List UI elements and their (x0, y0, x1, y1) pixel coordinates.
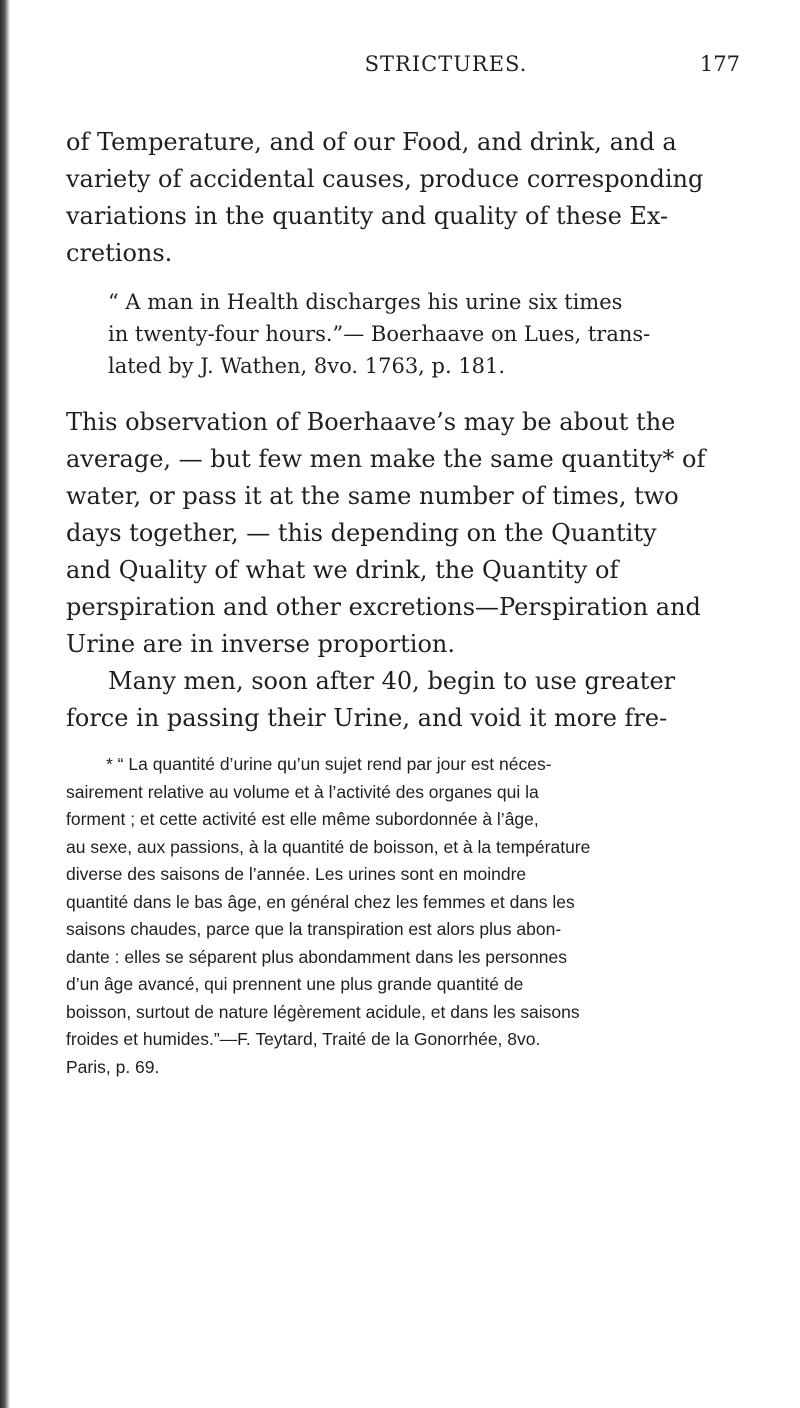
footnote-line: quantité dans le bas âge, en général chez les femmes et dans les (66, 891, 575, 912)
footnote-line: sairement relative au volume et à l’activité des organes qui la (66, 781, 539, 802)
text-line: days together, — this depending on the Quantity (66, 519, 657, 547)
footnote-line: d’un âge avancé, qui prennent une plus grande quantité de (66, 974, 524, 994)
footnote-line: * “ La quantité d’urine qu’un sujet rend par jour est néces- (106, 754, 552, 774)
text-line: cretions. (66, 239, 173, 267)
quote-line: in twenty-four hours.”— Boerhaave on Lues, trans- (108, 322, 651, 346)
paragraph-observation (66, 404, 746, 663)
text-line: of Temperature, and of our Food, and drink, and a (66, 128, 677, 156)
text-line: perspiration and other excretions—Perspiration and (66, 593, 701, 621)
footnote-line: Paris, p. 69. (66, 1056, 160, 1077)
quote-line: “ A man in Health discharges his urine six times (108, 290, 623, 314)
footnote (66, 751, 746, 1081)
text-line: and Quality of what we drink, the Quantity of (66, 556, 619, 584)
book-page (66, 52, 746, 1081)
footnote-line: forment ; et cette activité est elle même subordonnée à l’âge, (66, 809, 539, 829)
text-line: Urine are in inverse proportion. (66, 630, 455, 658)
page-header (66, 52, 746, 96)
footnote-line: dante : elles se séparent plus abondamment dans les personnes (66, 946, 568, 967)
footnote-line: diverse des saisons de l’année. Les urines sont en moindre (66, 864, 527, 884)
text-line: This observation of Boerhaave’s may be about the (66, 408, 676, 436)
footnote-line: froides et humides.”—F. Teytard, Traité de la Gonorrhée, 8vo. (66, 1029, 541, 1049)
text-line: water, or pass it at the same number of times, two (66, 482, 679, 510)
footnote-line: boisson, surtout de nature légèrement acidule, et dans les saisons (66, 1001, 580, 1022)
text-line: Many men, soon after 40, begin to use greater (108, 667, 676, 695)
page-number: 177 (699, 52, 740, 76)
text-line: variations in the quantity and quality of these Ex- (66, 202, 669, 230)
paragraph-continued (66, 124, 746, 272)
quote-line: lated by J. Wathen, 8vo. 1763, p. 181. (108, 354, 506, 378)
page-binding-edge (0, 0, 10, 1408)
boerhaave-quotation (66, 286, 746, 382)
text-line: force in passing their Urine, and void it more fre- (66, 704, 668, 732)
running-head: STRICTURES. (364, 52, 528, 76)
paragraph-many-men (66, 663, 746, 737)
text-line: average, — but few men make the same quantity* of (66, 445, 706, 473)
footnote-line: au sexe, aux passions, à la quantité de boisson, et à la température (66, 836, 591, 857)
text-line: variety of accidental causes, produce corresponding (66, 165, 704, 193)
footnote-line: saisons chaudes, parce que la transpiration est alors plus abon- (66, 919, 562, 939)
